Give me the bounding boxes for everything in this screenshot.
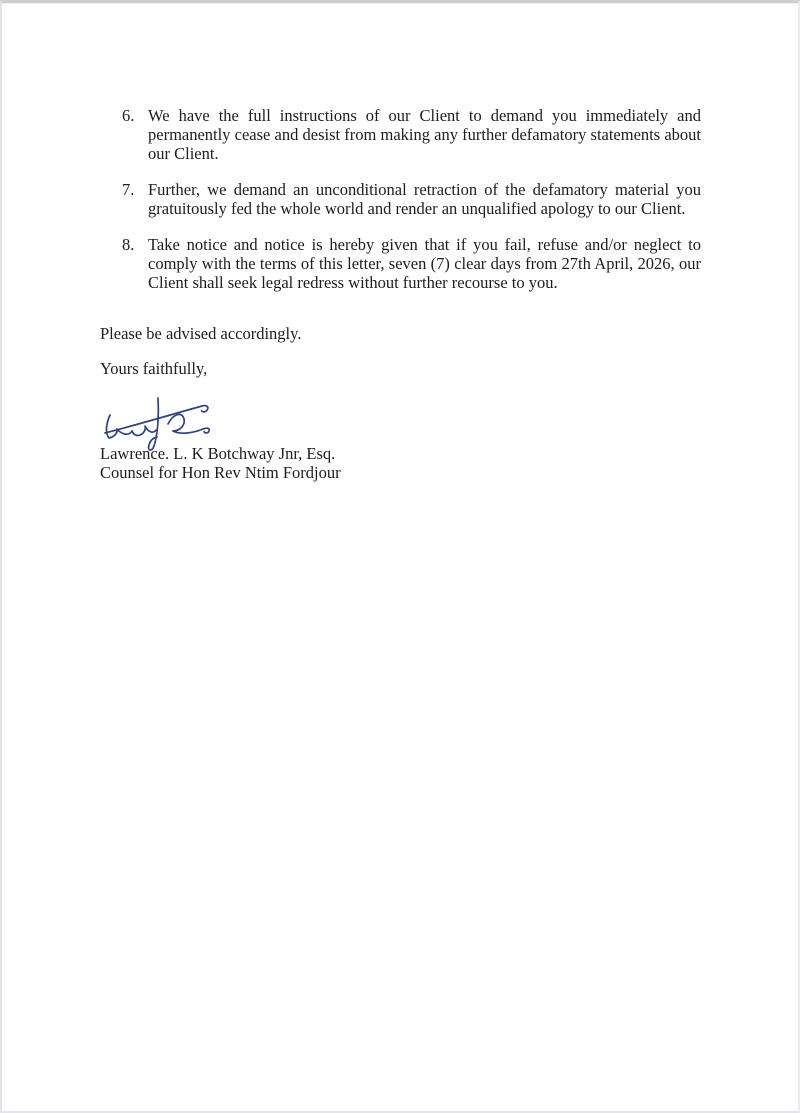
list-item-8: [100, 235, 701, 292]
list-item-number: 8.: [122, 235, 135, 254]
document-page: [100, 106, 701, 482]
list-item-number: 6.: [122, 106, 135, 125]
list-item-text: Take notice and notice is hereby given that if you fail, refuse and/or neglect to comply with the terms of this letter, seven (7) clear days from 27th April, 2026, our Client shall seek legal redress without further recourse to you.: [148, 235, 701, 292]
list-item-text: Further, we demand an unconditional retraction of the defamatory material you gratuitously fed the whole world and render an unqualified apology to our Client.: [148, 180, 701, 218]
valediction: Yours faithfully,: [100, 359, 208, 378]
signatory-title: Counsel for Hon Rev Ntim Fordjour: [100, 463, 341, 482]
letter-body: [100, 106, 701, 292]
list-item-number: 7.: [122, 180, 135, 199]
handwritten-signature-icon: [98, 382, 224, 452]
signatory-name: Lawrence. L. K Botchway Jnr, Esq.: [100, 444, 336, 463]
list-item-6: [100, 106, 701, 163]
list-item-7: [100, 180, 701, 218]
closing-advice: Please be advised accordingly.: [100, 324, 302, 343]
signature-block: [100, 382, 701, 444]
list-item-text: We have the full instructions of our Client to demand you immediately and permanently cease and desist from making any further defamatory statements about our Client.: [148, 106, 701, 163]
